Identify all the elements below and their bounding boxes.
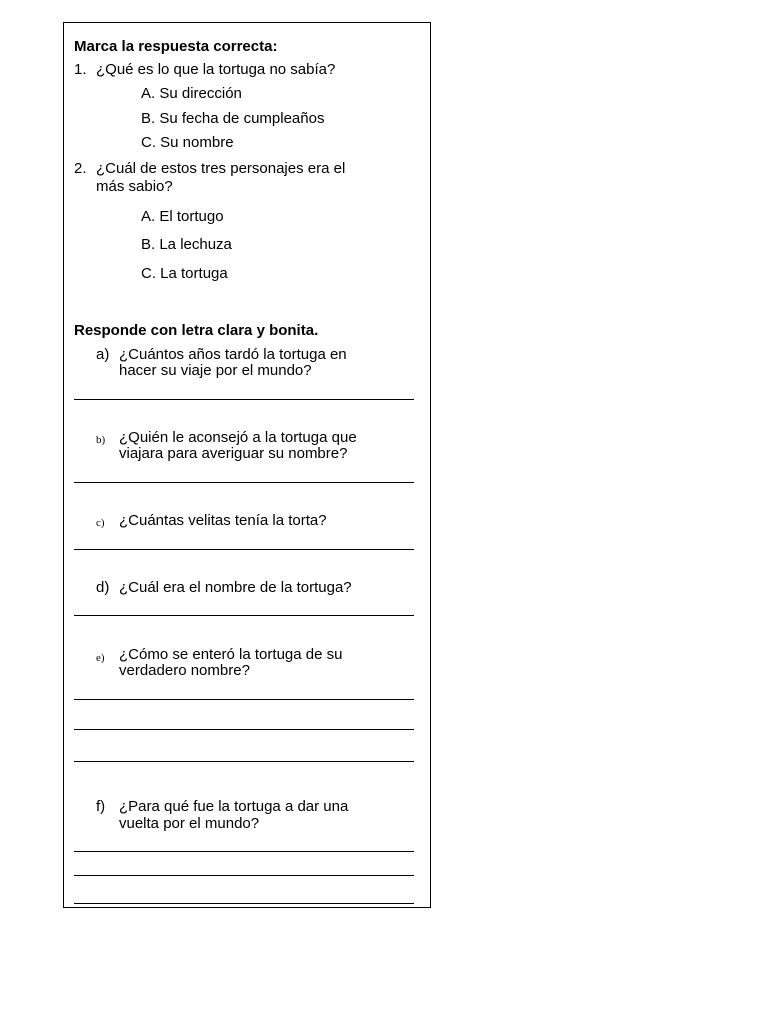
worksheet-frame	[63, 22, 431, 908]
answer-line-d[interactable]	[74, 615, 414, 616]
question-f-label: f)	[96, 798, 106, 815]
answer-line-f-3[interactable]	[74, 903, 414, 904]
question-a-line1: ¿Cuántos años tardó la tortuga en	[119, 346, 347, 363]
question-2-text-line2: más sabio?	[96, 178, 173, 195]
section1-heading: Marca la respuesta correcta:	[74, 38, 278, 55]
question-b-line2: viajara para averiguar su nombre?	[119, 445, 348, 462]
question-e-label: e)	[96, 652, 105, 664]
question-1-text: ¿Qué es lo que la tortuga no sabía?	[96, 61, 336, 78]
question-f-line2: vuelta por el mundo?	[119, 815, 260, 832]
question-2-option-b[interactable]: B. La lechuza	[141, 236, 232, 253]
question-1-option-a[interactable]: A. Su dirección	[141, 85, 242, 102]
answer-line-a[interactable]	[74, 399, 414, 400]
question-1-option-b[interactable]: B. Su fecha de cumpleaños	[141, 110, 325, 127]
question-c-line1: ¿Cuántas velitas tenía la torta?	[119, 512, 327, 529]
question-1-option-c[interactable]: C. Su nombre	[141, 134, 234, 151]
question-b-line1: ¿Quién le aconsejó a la tortuga que	[119, 429, 357, 446]
answer-line-e-1[interactable]	[74, 699, 414, 700]
question-d-line1: ¿Cuál era el nombre de la tortuga?	[119, 579, 352, 596]
question-1-number: 1.	[74, 61, 87, 78]
answer-line-c[interactable]	[74, 549, 414, 550]
answer-line-e-2[interactable]	[74, 729, 414, 730]
question-2-option-a[interactable]: A. El tortugo	[141, 208, 224, 225]
answer-line-f-2[interactable]	[74, 875, 414, 876]
question-f-line1: ¿Para qué fue la tortuga a dar una	[119, 798, 349, 815]
question-e-line1: ¿Cómo se enteró la tortuga de su	[119, 646, 343, 663]
question-a-line2: hacer su viaje por el mundo?	[119, 362, 312, 379]
question-a-label: a)	[96, 346, 110, 363]
question-b-label: b)	[96, 434, 106, 446]
answer-line-e-3[interactable]	[74, 761, 414, 762]
question-2-option-c[interactable]: C. La tortuga	[141, 265, 228, 282]
answer-line-f-1[interactable]	[74, 851, 414, 852]
question-c-label: c)	[96, 517, 105, 529]
question-2-number: 2.	[74, 160, 87, 177]
answer-line-b[interactable]	[74, 482, 414, 483]
question-d-label: d)	[96, 579, 110, 596]
section2-heading: Responde con letra clara y bonita.	[74, 322, 319, 339]
question-e-line2: verdadero nombre?	[119, 662, 250, 679]
question-2-text-line1: ¿Cuál de estos tres personajes era el	[96, 160, 346, 177]
